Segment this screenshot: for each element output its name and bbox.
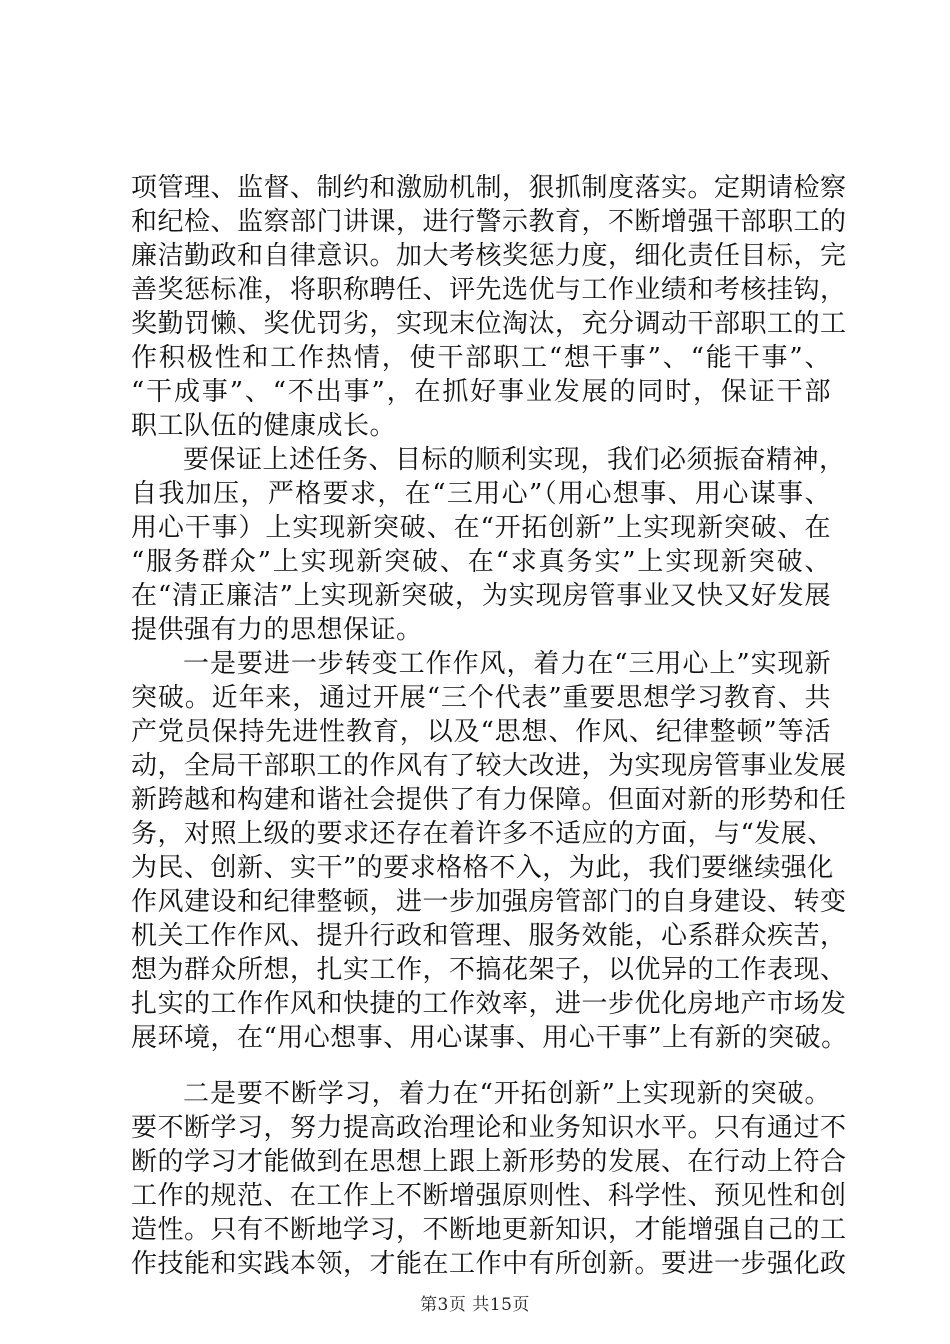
text-line: 作积极性和工作热情，使干部职工“想干事”、“能干事”、 xyxy=(131,343,831,373)
text-line: 在“清正廉洁”上实现新突破，为实现房管事业又快又好发展 xyxy=(131,581,831,611)
text-line: “干成事”、“不出事”，在抓好事业发展的同时，保证干部 xyxy=(131,377,831,407)
text-line: 想为群众所想，扎实工作，不搞花架子，以优异的工作表现、 xyxy=(131,955,847,985)
text-line: 提供强有力的思想保证。 xyxy=(131,615,423,645)
text-line: 展环境，在“用心想事、用心谋事、用心干事”上有新的突破。 xyxy=(131,1023,848,1053)
text-line: 新跨越和构建和谐社会提供了有力保障。但面对新的形势和任 xyxy=(131,785,847,815)
text-line: 廉洁勤政和自律意识。加大考核奖惩力度，细化责任目标，完 xyxy=(131,241,847,271)
text-line: 要不断学习，努力提高政治理论和业务知识水平。只有通过不 xyxy=(131,1113,847,1143)
text-line: “服务群众”上实现新突破、在“求真务实”上实现新突破、 xyxy=(131,547,831,577)
page-number: 第3页 共15页 xyxy=(420,1295,530,1315)
text-line: 机关工作作风、提升行政和管理、服务效能，心系群众疾苦， xyxy=(131,921,847,951)
paragraph-first-line: 二是要不断学习，着力在“开拓创新”上实现新的突破。 xyxy=(183,1079,831,1109)
text-line: 产党员保持先进性教育，以及“思想、作风、纪律整顿”等活 xyxy=(131,717,831,747)
paragraph-first-line: 一是要进一步转变工作作风，着力在“三用心上”实现新 xyxy=(183,649,831,679)
text-line: 和纪检、监察部门讲课，进行警示教育，不断增强干部职工的 xyxy=(131,207,847,237)
paragraph-first-line: 要保证上述任务、目标的顺利实现，我们必须振奋精神， xyxy=(183,445,846,475)
text-line: 动，全局干部职工的作风有了较大改进，为实现房管事业发展 xyxy=(131,751,847,781)
text-line: 善奖惩标准，将职称聘任、评先选优与工作业绩和考核挂钩， xyxy=(131,275,847,305)
text-line: 突破。近年来，通过开展“三个代表”重要思想学习教育、共 xyxy=(131,683,831,713)
text-line: 扎实的工作作风和快捷的工作效率，进一步优化房地产市场发 xyxy=(131,989,847,1019)
text-line: 工作的规范、在工作上不断增强原则性、科学性、预见性和创 xyxy=(131,1181,847,1211)
text-line: 作风建设和纪律整顿，进一步加强房管部门的自身建设、转变 xyxy=(131,887,847,917)
text-line: 自我加压，严格要求，在“三用心”（用心想事、用心谋事、 xyxy=(131,479,831,509)
text-line: 务，对照上级的要求还存在着许多不适应的方面，与“发展、 xyxy=(131,819,834,849)
text-line: 项管理、监督、制约和激励机制，狠抓制度落实。定期请检察 xyxy=(131,173,847,203)
text-line: 断的学习才能做到在思想上跟上新形势的发展、在行动上符合 xyxy=(131,1147,847,1177)
text-line: 造性。只有不断地学习，不断地更新知识，才能增强自己的工 xyxy=(131,1215,847,1245)
text-line: 职工队伍的健康成长。 xyxy=(131,411,397,441)
text-line: 用心干事）上实现新突破、在“开拓创新”上实现新突破、在 xyxy=(131,513,831,543)
text-line: 为民、创新、实干”的要求格格不入，为此，我们要继续强化 xyxy=(131,853,834,883)
text-line: 作技能和实践本领，才能在工作中有所创新。要进一步强化政 xyxy=(131,1249,847,1279)
text-line: 奖勤罚懒、奖优罚劣，实现末位淘汰，充分调动干部职工的工 xyxy=(131,309,847,339)
